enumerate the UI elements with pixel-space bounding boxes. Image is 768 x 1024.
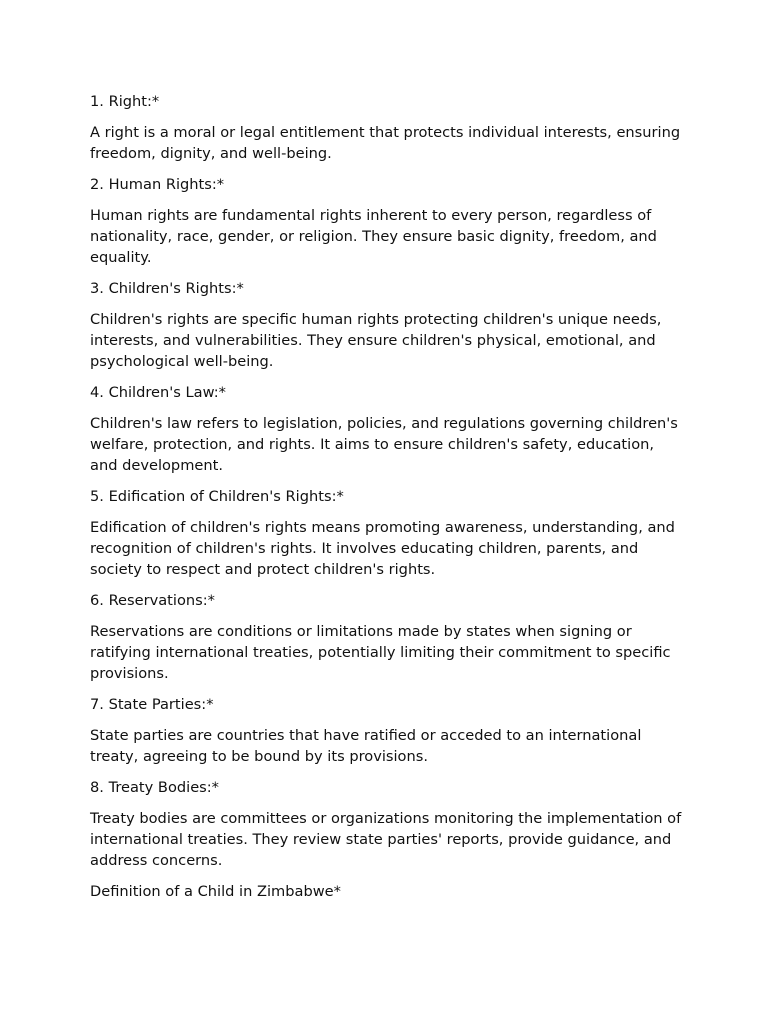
final-heading: Definition of a Child in Zimbabwe* <box>90 883 341 901</box>
section-heading-human-rights: 2. Human Rights:* <box>90 176 225 194</box>
section-heading-edification: 5. Edification of Children's Rights:* <box>90 488 344 506</box>
section-heading-right: 1. Right:* <box>90 93 160 110</box>
document-content <box>90 92 686 913</box>
section-heading-childrens-law: 4. Children's Law:* <box>90 384 226 402</box>
section-body-treaty-bodies: Treaty bodies are committees or organizations monitoring the implementation of international treaties. They review state parties' reports, provide guidance, and address concerns. <box>90 810 682 869</box>
section-body-edification: Edification of children's rights means promoting awareness, understanding, and recognition of children's rights. It involves educating children, parents, and society to respect and protect children's rights. <box>90 519 675 578</box>
section-body-state-parties: State parties are countries that have ratified or acceded to an international treaty, agreeing to be bound by its provisions. <box>90 727 642 765</box>
section-body-right: A right is a moral or legal entitlement that protects individual interests, ensuring freedom, dignity, and well-being. <box>90 124 681 162</box>
section-heading-treaty-bodies: 8. Treaty Bodies:* <box>90 779 219 797</box>
section-heading-reservations: 6. Reservations:* <box>90 592 215 610</box>
section-body-childrens-rights: Children's rights are specific human rights protecting children's unique needs, interests, and vulnerabilities. They ensure children's physical, emotional, and psychological well-being. <box>90 311 662 370</box>
section-heading-state-parties: 7. State Parties:* <box>90 696 214 714</box>
section-body-childrens-law: Children's law refers to legislation, policies, and regulations governing children's welfare, protection, and rights. It aims to ensure children's safety, education, and development. <box>90 415 678 474</box>
section-heading-childrens-rights: 3. Children's Rights:* <box>90 280 244 298</box>
section-body-human-rights: Human rights are fundamental rights inherent to every person, regardless of nationality, race, gender, or religion. They ensure basic dignity, freedom, and equality. <box>90 207 657 266</box>
section-body-reservations: Reservations are conditions or limitations made by states when signing or ratifying international treaties, potentially limiting their commitment to specific provisions. <box>90 623 671 682</box>
